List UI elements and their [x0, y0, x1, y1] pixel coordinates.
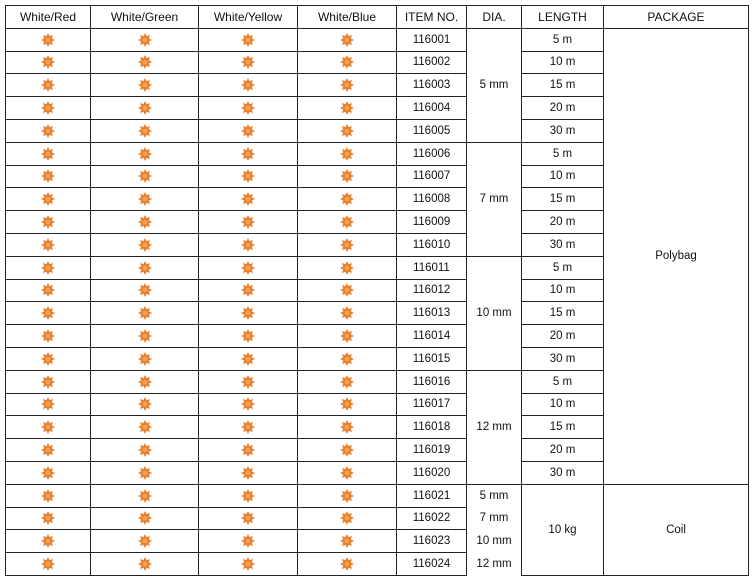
cell-white-yellow	[199, 74, 298, 97]
star-icon	[241, 78, 255, 92]
header-dia: DIA.	[467, 6, 522, 29]
item-number: 116021	[397, 484, 467, 507]
cell-white-green	[91, 165, 199, 188]
cell-white-blue	[298, 370, 397, 393]
length-cell: 20 m	[522, 97, 604, 120]
cell-white-red	[6, 165, 91, 188]
item-number: 116003	[397, 74, 467, 97]
cell-white-blue	[298, 165, 397, 188]
cell-white-red	[6, 188, 91, 211]
cell-white-green	[91, 461, 199, 484]
length-cell: 20 m	[522, 439, 604, 462]
cell-white-yellow	[199, 439, 298, 462]
item-number: 116005	[397, 119, 467, 142]
star-icon	[138, 101, 152, 115]
package-polybag: Polybag	[604, 28, 749, 484]
cell-white-red	[6, 302, 91, 325]
star-icon	[138, 375, 152, 389]
length-cell: 10 m	[522, 165, 604, 188]
length-cell: 10 m	[522, 393, 604, 416]
header-package: PACKAGE	[604, 6, 749, 29]
product-spec-table	[5, 5, 749, 576]
cell-white-green	[91, 74, 199, 97]
cell-white-red	[6, 211, 91, 234]
star-icon	[138, 215, 152, 229]
cell-white-yellow	[199, 211, 298, 234]
star-icon	[41, 147, 55, 161]
star-icon	[241, 329, 255, 343]
cell-white-blue	[298, 28, 397, 51]
cell-white-blue	[298, 256, 397, 279]
star-icon	[138, 397, 152, 411]
star-icon	[340, 192, 354, 206]
star-icon	[340, 55, 354, 69]
cell-white-blue	[298, 393, 397, 416]
cell-white-yellow	[199, 507, 298, 530]
length-cell: 5 m	[522, 370, 604, 393]
cell-white-green	[91, 211, 199, 234]
cell-white-green	[91, 256, 199, 279]
cell-white-yellow	[199, 553, 298, 576]
cell-white-yellow	[199, 302, 298, 325]
star-icon	[340, 375, 354, 389]
item-number: 116004	[397, 97, 467, 120]
cell-white-red	[6, 461, 91, 484]
cell-white-blue	[298, 530, 397, 553]
star-icon	[138, 489, 152, 503]
star-icon	[41, 511, 55, 525]
cell-white-yellow	[199, 256, 298, 279]
dia-cell: 10 mm	[467, 530, 522, 553]
star-icon	[138, 534, 152, 548]
cell-white-yellow	[199, 165, 298, 188]
star-icon	[138, 443, 152, 457]
cell-white-yellow	[199, 28, 298, 51]
star-icon	[340, 261, 354, 275]
cell-white-red	[6, 484, 91, 507]
header-row	[6, 6, 749, 29]
cell-white-blue	[298, 439, 397, 462]
length-cell: 20 m	[522, 211, 604, 234]
cell-white-red	[6, 119, 91, 142]
star-icon	[340, 443, 354, 457]
item-number: 116012	[397, 279, 467, 302]
star-icon	[340, 101, 354, 115]
star-icon	[41, 557, 55, 571]
star-icon	[41, 33, 55, 47]
star-icon	[41, 306, 55, 320]
cell-white-blue	[298, 279, 397, 302]
cell-white-green	[91, 279, 199, 302]
star-icon	[241, 147, 255, 161]
item-number: 116008	[397, 188, 467, 211]
star-icon	[41, 283, 55, 297]
star-icon	[340, 78, 354, 92]
cell-white-red	[6, 530, 91, 553]
cell-white-green	[91, 233, 199, 256]
item-number: 116013	[397, 302, 467, 325]
cell-white-blue	[298, 51, 397, 74]
star-icon	[138, 238, 152, 252]
table-row	[6, 484, 749, 507]
dia-cell: 7 mm	[467, 142, 522, 256]
cell-white-yellow	[199, 347, 298, 370]
star-icon	[41, 261, 55, 275]
cell-white-red	[6, 233, 91, 256]
cell-white-red	[6, 256, 91, 279]
star-icon	[138, 33, 152, 47]
star-icon	[138, 55, 152, 69]
dia-cell: 5 mm	[467, 28, 522, 142]
cell-white-yellow	[199, 188, 298, 211]
cell-white-green	[91, 507, 199, 530]
item-number: 116001	[397, 28, 467, 51]
package-coil: Coil	[604, 484, 749, 575]
star-icon	[241, 192, 255, 206]
cell-white-yellow	[199, 97, 298, 120]
star-icon	[41, 192, 55, 206]
cell-white-green	[91, 370, 199, 393]
cell-white-green	[91, 484, 199, 507]
star-icon	[340, 420, 354, 434]
cell-white-red	[6, 393, 91, 416]
cell-white-red	[6, 553, 91, 576]
cell-white-blue	[298, 461, 397, 484]
cell-white-green	[91, 28, 199, 51]
coil-weight: 10 kg	[522, 484, 604, 575]
cell-white-yellow	[199, 279, 298, 302]
star-icon	[340, 489, 354, 503]
star-icon	[138, 466, 152, 480]
cell-white-blue	[298, 302, 397, 325]
cell-white-yellow	[199, 461, 298, 484]
star-icon	[340, 169, 354, 183]
star-icon	[138, 261, 152, 275]
star-icon	[41, 397, 55, 411]
cell-white-green	[91, 97, 199, 120]
cell-white-red	[6, 74, 91, 97]
star-icon	[340, 283, 354, 297]
cell-white-green	[91, 530, 199, 553]
star-icon	[41, 352, 55, 366]
cell-white-red	[6, 507, 91, 530]
cell-white-yellow	[199, 142, 298, 165]
star-icon	[241, 238, 255, 252]
star-icon	[241, 420, 255, 434]
item-number: 116017	[397, 393, 467, 416]
cell-white-red	[6, 97, 91, 120]
cell-white-red	[6, 439, 91, 462]
star-icon	[138, 420, 152, 434]
star-icon	[241, 124, 255, 138]
star-icon	[241, 557, 255, 571]
cell-white-blue	[298, 484, 397, 507]
item-number: 116018	[397, 416, 467, 439]
table-row	[6, 28, 749, 51]
cell-white-blue	[298, 74, 397, 97]
star-icon	[241, 101, 255, 115]
star-icon	[241, 283, 255, 297]
star-icon	[41, 169, 55, 183]
cell-white-green	[91, 51, 199, 74]
cell-white-yellow	[199, 51, 298, 74]
cell-white-green	[91, 347, 199, 370]
cell-white-red	[6, 28, 91, 51]
star-icon	[41, 375, 55, 389]
star-icon	[138, 147, 152, 161]
star-icon	[138, 352, 152, 366]
cell-white-yellow	[199, 370, 298, 393]
length-cell: 30 m	[522, 119, 604, 142]
star-icon	[340, 329, 354, 343]
item-number: 116014	[397, 325, 467, 348]
star-icon	[241, 306, 255, 320]
header-item-no: ITEM NO.	[397, 6, 467, 29]
star-icon	[138, 329, 152, 343]
length-cell: 5 m	[522, 256, 604, 279]
item-number: 116006	[397, 142, 467, 165]
length-cell: 30 m	[522, 233, 604, 256]
item-number: 116010	[397, 233, 467, 256]
item-number: 116022	[397, 507, 467, 530]
item-number: 116002	[397, 51, 467, 74]
length-cell: 20 m	[522, 325, 604, 348]
cell-white-yellow	[199, 119, 298, 142]
star-icon	[340, 215, 354, 229]
cell-white-yellow	[199, 530, 298, 553]
cell-white-green	[91, 142, 199, 165]
item-number: 116015	[397, 347, 467, 370]
cell-white-green	[91, 553, 199, 576]
star-icon	[340, 534, 354, 548]
star-icon	[340, 147, 354, 161]
length-cell: 15 m	[522, 74, 604, 97]
star-icon	[138, 78, 152, 92]
length-cell: 30 m	[522, 347, 604, 370]
cell-white-yellow	[199, 393, 298, 416]
star-icon	[138, 511, 152, 525]
star-icon	[340, 466, 354, 480]
star-icon	[41, 78, 55, 92]
cell-white-red	[6, 347, 91, 370]
star-icon	[241, 261, 255, 275]
cell-white-blue	[298, 553, 397, 576]
item-number: 116019	[397, 439, 467, 462]
header-length: LENGTH	[522, 6, 604, 29]
star-icon	[241, 489, 255, 503]
dia-cell: 12 mm	[467, 553, 522, 576]
cell-white-blue	[298, 416, 397, 439]
star-icon	[241, 215, 255, 229]
star-icon	[41, 55, 55, 69]
length-cell: 15 m	[522, 416, 604, 439]
cell-white-blue	[298, 119, 397, 142]
header-white-yellow: White/Yellow	[199, 6, 298, 29]
item-number: 116007	[397, 165, 467, 188]
star-icon	[41, 329, 55, 343]
cell-white-green	[91, 188, 199, 211]
cell-white-red	[6, 416, 91, 439]
cell-white-green	[91, 439, 199, 462]
star-icon	[241, 33, 255, 47]
cell-white-blue	[298, 325, 397, 348]
star-icon	[41, 443, 55, 457]
cell-white-green	[91, 416, 199, 439]
cell-white-blue	[298, 507, 397, 530]
star-icon	[340, 557, 354, 571]
item-number: 116020	[397, 461, 467, 484]
star-icon	[138, 557, 152, 571]
length-cell: 5 m	[522, 28, 604, 51]
star-icon	[241, 466, 255, 480]
star-icon	[41, 101, 55, 115]
length-cell: 10 m	[522, 51, 604, 74]
cell-white-red	[6, 370, 91, 393]
star-icon	[241, 352, 255, 366]
length-cell: 15 m	[522, 188, 604, 211]
cell-white-yellow	[199, 325, 298, 348]
cell-white-red	[6, 325, 91, 348]
star-icon	[41, 420, 55, 434]
cell-white-yellow	[199, 416, 298, 439]
cell-white-blue	[298, 233, 397, 256]
item-number: 116023	[397, 530, 467, 553]
star-icon	[340, 33, 354, 47]
star-icon	[340, 511, 354, 525]
star-icon	[138, 192, 152, 206]
cell-white-green	[91, 325, 199, 348]
cell-white-green	[91, 393, 199, 416]
star-icon	[41, 215, 55, 229]
dia-cell: 7 mm	[467, 507, 522, 530]
star-icon	[241, 511, 255, 525]
cell-white-blue	[298, 347, 397, 370]
star-icon	[138, 283, 152, 297]
cell-white-red	[6, 51, 91, 74]
item-number: 116011	[397, 256, 467, 279]
header-white-red: White/Red	[6, 6, 91, 29]
cell-white-blue	[298, 97, 397, 120]
star-icon	[138, 169, 152, 183]
star-icon	[41, 489, 55, 503]
star-icon	[41, 124, 55, 138]
star-icon	[241, 397, 255, 411]
star-icon	[340, 306, 354, 320]
dia-cell: 5 mm	[467, 484, 522, 507]
cell-white-yellow	[199, 484, 298, 507]
star-icon	[340, 397, 354, 411]
cell-white-green	[91, 302, 199, 325]
star-icon	[41, 466, 55, 480]
header-white-blue: White/Blue	[298, 6, 397, 29]
star-icon	[138, 124, 152, 138]
cell-white-red	[6, 142, 91, 165]
cell-white-blue	[298, 211, 397, 234]
length-cell: 15 m	[522, 302, 604, 325]
star-icon	[138, 306, 152, 320]
length-cell: 5 m	[522, 142, 604, 165]
item-number: 116024	[397, 553, 467, 576]
star-icon	[241, 443, 255, 457]
star-icon	[41, 238, 55, 252]
cell-white-green	[91, 119, 199, 142]
star-icon	[340, 352, 354, 366]
star-icon	[241, 375, 255, 389]
dia-cell: 12 mm	[467, 370, 522, 484]
item-number: 116009	[397, 211, 467, 234]
header-white-green: White/Green	[91, 6, 199, 29]
dia-cell: 10 mm	[467, 256, 522, 370]
cell-white-red	[6, 279, 91, 302]
star-icon	[340, 124, 354, 138]
cell-white-yellow	[199, 233, 298, 256]
star-icon	[41, 534, 55, 548]
star-icon	[241, 534, 255, 548]
length-cell: 10 m	[522, 279, 604, 302]
star-icon	[340, 238, 354, 252]
star-icon	[241, 169, 255, 183]
cell-white-blue	[298, 142, 397, 165]
star-icon	[241, 55, 255, 69]
item-number: 116016	[397, 370, 467, 393]
cell-white-blue	[298, 188, 397, 211]
length-cell: 30 m	[522, 461, 604, 484]
